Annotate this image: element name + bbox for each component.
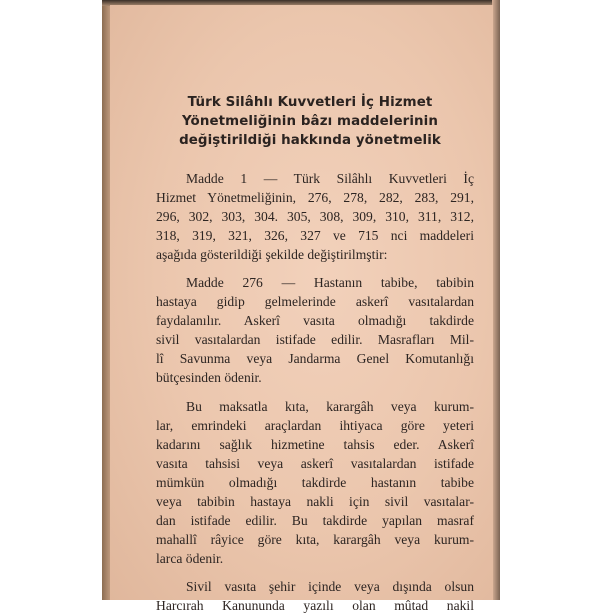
body-text bbox=[156, 169, 474, 615]
text-line: kadarını sağlık hizmetine tahsis eder. Askerî bbox=[156, 436, 474, 452]
text-line: dan istifade edilir. Bu takdirde yapılan masraf bbox=[156, 512, 474, 528]
text-line: lî Savunma veya Jandarma Genel Komutanlığı bbox=[156, 351, 474, 367]
page-edge-right bbox=[492, 0, 500, 600]
text-line: mümkün olmadığı takdirde hastanın tabibe bbox=[156, 474, 474, 490]
text-line: hastaya gidip gelmelerinde askerî vasıtalardan bbox=[156, 294, 474, 310]
text-line: 296, 302, 303, 304. 305, 308, 309, 310, 311, 312, bbox=[156, 209, 474, 225]
heading-line: Türk Silâhlı Kuvvetleri İç Hizmet bbox=[187, 95, 433, 110]
regulation-heading bbox=[160, 93, 460, 150]
text-line: Madde 276 — Hastanın tabibe, tabibin bbox=[186, 275, 474, 291]
paragraph-madde-1 bbox=[156, 169, 474, 264]
text-line: faydalanılır. Askerî vasıta olmadığı takdirde bbox=[156, 313, 474, 329]
text-line: 318, 319, 321, 326, 327 ve 715 nci maddeleri bbox=[156, 228, 474, 244]
text-line: Hizmet Yönetmeliğinin, 276, 278, 282, 283, 291, bbox=[156, 190, 474, 206]
paragraph-madde-276 bbox=[156, 273, 474, 387]
book-page bbox=[110, 5, 493, 613]
text-line: Sivil vasıta şehir içinde veya dışında olsun bbox=[186, 578, 474, 594]
text-line: Harcırah Kanununda yazılı olan mûtad nakil bbox=[156, 597, 474, 613]
paragraph-maksatla bbox=[156, 397, 474, 568]
text-line: bütçesinden ödenir. bbox=[156, 370, 262, 386]
text-line: lar, emrindeki araçlardan ihtiyaca göre yeteri bbox=[156, 417, 474, 433]
text-line: larca ödenir. bbox=[156, 550, 224, 566]
text-line: aşağıda gösterildiği şekilde değiştirilmştir: bbox=[156, 247, 388, 263]
heading-line: Yönetmeliğinin bâzı maddelerinin bbox=[181, 114, 439, 129]
paragraph-sivil-vasita bbox=[156, 577, 474, 615]
text-line: sivil vasıtalardan istifade edilir. Masrafları Mil- bbox=[156, 332, 474, 348]
text-line: mahallî râyice göre kıta, karargâh veya kurum- bbox=[156, 531, 474, 547]
heading-line: değiştirildiği hakkında yönetmelik bbox=[179, 133, 441, 148]
text-line: veya tabibin hastaya nakli için sivil vasıtalar- bbox=[156, 493, 474, 509]
text-line: Madde 1 — Türk Silâhlı Kuvvetleri İç bbox=[186, 171, 474, 186]
text-line: Bu maksatla kıta, karargâh veya kurum- bbox=[186, 398, 474, 414]
text-line: vasıta tahsisi veya askerî vasıtalardan istifade bbox=[156, 455, 474, 471]
